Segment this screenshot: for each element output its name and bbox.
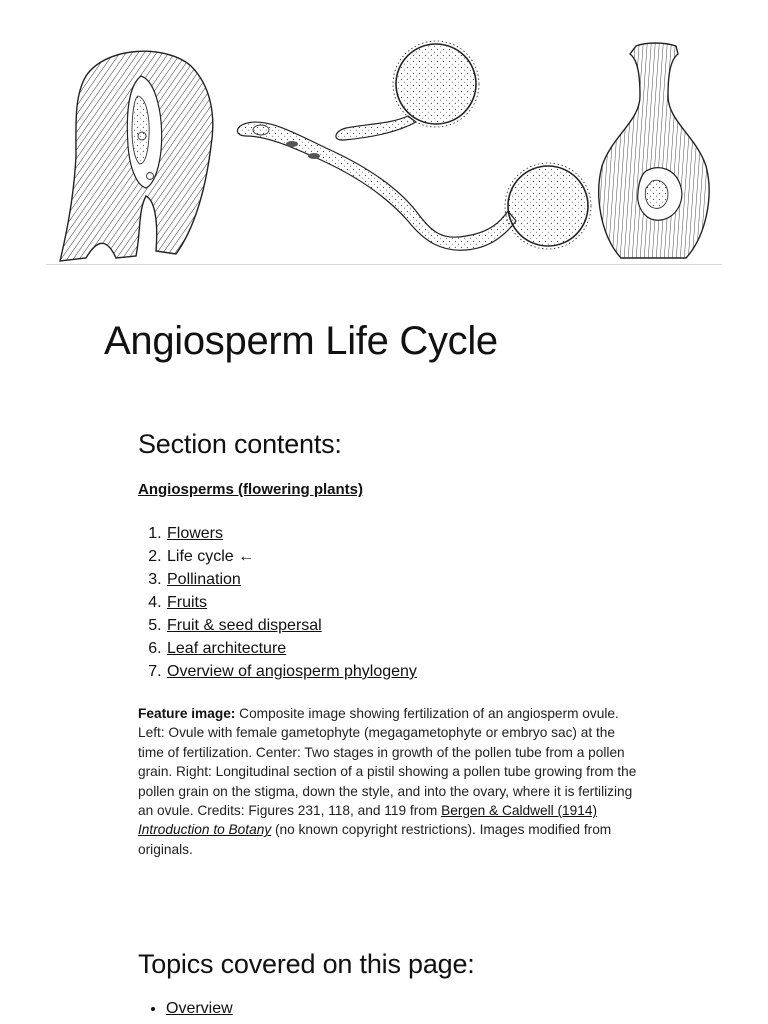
toc-item-phylogeny xyxy=(166,660,638,683)
citation-book-title: Introduction to Botany xyxy=(138,822,272,838)
toc-link-fruits[interactable]: Fruits xyxy=(167,594,207,611)
toc-link-fruit-seed-dispersal[interactable]: Fruit & seed dispersal xyxy=(167,617,322,634)
parent-link-line xyxy=(138,480,638,500)
toc-link-pollination[interactable]: Pollination xyxy=(167,571,241,588)
topics-heading: Topics covered on this page: xyxy=(138,949,475,979)
topic-item-overview xyxy=(166,997,233,1020)
toc-item-flowers xyxy=(166,522,638,545)
toc-link-flowers[interactable]: Flowers xyxy=(167,525,224,542)
ovule-illustration xyxy=(60,51,213,261)
toc-link-leaf-architecture[interactable]: Leaf architecture xyxy=(167,640,287,657)
section-contents xyxy=(138,426,638,873)
section-contents-list xyxy=(138,522,638,683)
topic-link-overview[interactable]: Overview xyxy=(166,1000,233,1017)
toc-item-life-cycle-current: 2. Life cycle ← xyxy=(166,545,638,568)
banner-divider xyxy=(46,264,722,265)
angiosperms-parent-link[interactable]: Angiosperms (flowering plants) xyxy=(138,481,364,498)
toc-item-fruits xyxy=(166,591,638,614)
section-contents-heading: Section contents: xyxy=(138,429,342,459)
page-title: Angiosperm Life Cycle xyxy=(104,319,498,363)
pistil-section-illustration xyxy=(599,43,709,258)
feature-image-label: Feature image: xyxy=(138,706,236,721)
topics-list xyxy=(138,997,233,1020)
toc-item-leaf-architecture xyxy=(166,637,638,660)
feature-image-caption xyxy=(138,704,638,859)
caption-text-after: (no known copyright restrictions). Images modified from originals. xyxy=(138,822,612,857)
citation-authors: Bergen & Caldwell (1914) xyxy=(441,803,598,819)
toc-link-phylogeny[interactable]: Overview of angiosperm phylogeny xyxy=(167,663,417,680)
toc-item-fruit-seed-dispersal xyxy=(166,614,638,637)
feature-image-banner xyxy=(46,36,722,264)
pollen-tube-illustration xyxy=(237,41,591,250)
toc-item-pollination xyxy=(166,568,638,591)
caption-text: Composite image showing fertilization of an angiosperm ovule. Left: Ovule with female gametophyte (megagametophyte or embryo sac) at the time of fertilization. Center: Two stages in growth of the pollen tube from a pollen grain. Right: Longitudinal section of a pistil showing a pollen tube growing from the pollen grain on the stigma, down the style, and into the ovary, where it is fertilizing an ovule. Credits: Figures 231, 118, and 119 from xyxy=(138,706,637,819)
